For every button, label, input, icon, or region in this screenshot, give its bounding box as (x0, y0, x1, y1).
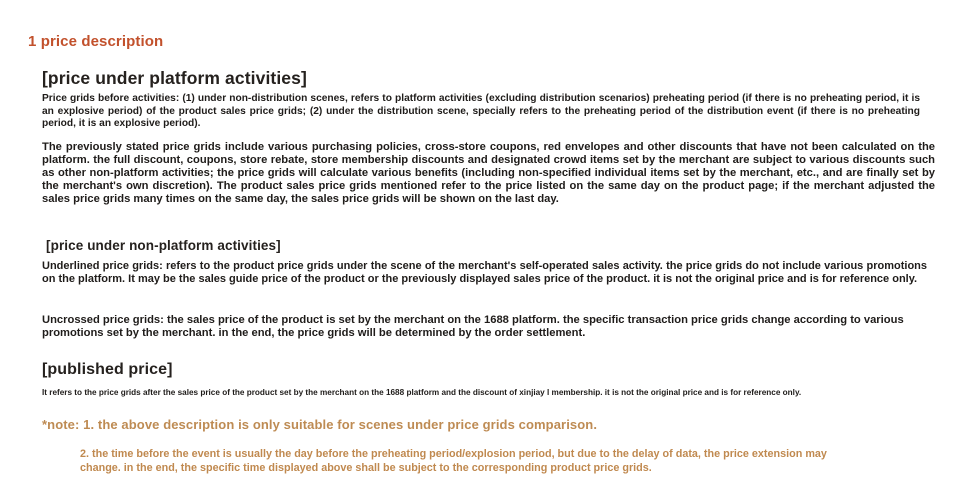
note-scope: *note: 1. the above description is only suitable for scenes under price grids comparison. (42, 417, 598, 432)
paragraph-published-price-detail: It refers to the price grids after the sales price of the product set by the merchant on the 1688 platform and the discount of xinjiay l membership. it is not the original price and is for reference only. (42, 388, 802, 397)
heading-non-platform-activities: [price under non-platform activities] (46, 238, 281, 253)
paragraph-uncrossed-price-grids: Uncrossed price grids: the sales price of the product is set by the merchant on the 1688 platform. the specific transaction price grids change according to various promotions set by the merchant. in the end, the price grids will be determined by the order settlement. (42, 314, 904, 339)
heading-published-price: [published price] (42, 361, 173, 378)
note-timing: 2. the time before the event is usually the day before the preheating period/explosion period, but due to the delay of data, the price extension may change. in the end, the specific time displayed above shall be subject to the corresponding product price grids. (80, 448, 827, 474)
heading-platform-activities: [price under platform activities] (42, 68, 307, 88)
paragraph-underlined-price-grids: Underlined price grids: refers to the product price grids under the scene of the merchant's self-operated sales activity. the price grids do not include various promotions on the platform. It may be the sales guide price of the product or the previously displayed sales price of the product. it is not the original price and is for reference only. (42, 260, 927, 285)
page-title: 1 price description (28, 33, 164, 50)
paragraph-price-grids-before-activities: Price grids before activities: (1) under non-distribution scenes, refers to platform activities (excluding distribution scenarios) preheating period (if there is no preheating period, it is an explosive period) of the product sales price grids; (2) under the distribution scene, specially refers to the preheating period of the distribution event (if there is no preheating period, it is an explosive period). (42, 93, 920, 130)
paragraph-price-grids-discounts: The previously stated price grids include various purchasing policies, cross-store coupons, red envelopes and other discounts that have not been calculated on the platform. the full discount, coupons, store rebate, store membership discounts and designated crowd items set by the merchant are subject to various discounts such as other non-platform activities; the price grids will calculate various benefits (including non-specified individual items set by the merchant, etc., and are finally set by the merchant's own discretion). The product sales price grids mentioned refer to the price listed on the same day on the product page; if the merchant adjusted the sales price grids many times on the same day, the sales price grids will be shown on the last day. (42, 141, 935, 205)
